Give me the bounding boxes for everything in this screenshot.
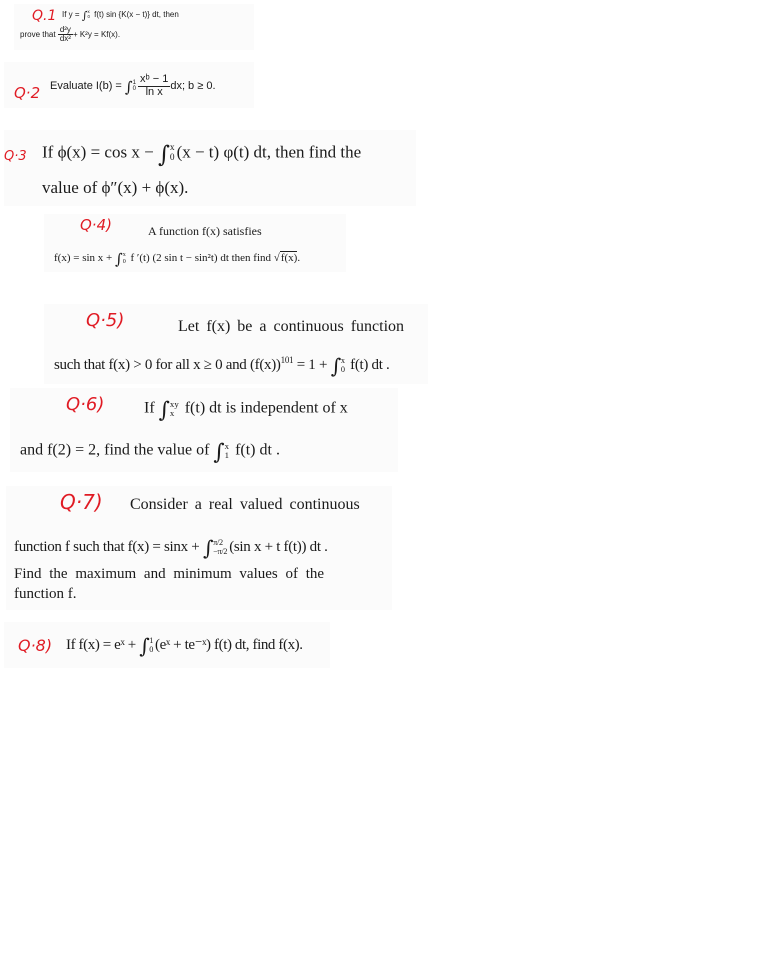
question-label: Q·4) [80,216,112,234]
question-text-line2: value of ϕ″(x) + ϕ(x). [42,178,189,197]
question-text-line2: prove that $\frac{\text{d²y}}{\text{dx²}}$ + K²y = Kf(x). [20,25,121,44]
integral-sign: ∫ [157,142,170,168]
question-label: Q·5) [86,310,125,331]
question-label: Q·2 [14,84,41,102]
question-6 [10,388,398,472]
question-5 [44,304,428,384]
question-text-line1: Let f(x) be a continuous function [178,318,405,335]
question-text-line3: Find the maximum and minimum values of the [14,566,325,582]
integral-sign: ∫ [213,440,225,465]
question-2 [4,62,254,108]
integral-sign: ∫ [124,77,133,96]
integral-sign: ∫ [202,536,214,560]
question-text-line2: function f such that f(x) = sinx + ∫ π/2 −π/2 (sin x + t f(t)) dt . [14,536,328,560]
question-text-line2: f(x) = sin x + ∫ x 0 f ′(t) (2 sin t − sin²t) dt then find √f(x). [54,250,301,268]
question-label: Q·3 [4,149,27,164]
question-text-line1: A function f(x) satisfies [148,224,262,238]
question-label: Q·8) [18,636,53,655]
fraction: $\frac{\text{xᵇ − 1}}{\text{ln x}}$ [140,73,169,98]
question-3 [4,130,416,206]
question-text-line1: Consider a real valued continuous [130,496,360,513]
question-text: If f(x) = eˣ + ∫ 1 0 (eˣ + te⁻ˣ) f(t) dt, find f(x). [66,634,303,658]
question-text-line1: If ϕ(x) = cos x − ∫ x 0 (x − t) φ(t) dt, then find the [42,142,362,168]
question-8 [4,622,330,668]
question-1 [14,4,254,50]
question-text-line1: If ∫ xy x f(t) dt is independent of x [144,398,348,423]
question-text-line1: If y = ∫ x 0 f(t) sin {K(x − t)} dt, then [62,9,179,22]
integral-sign: ∫ [158,398,170,423]
question-text: Evaluate I(b) = ∫ 1 0 $\frac{\text{xᵇ − 1}}{\text{ln x}}$ dx; b ≥ 0. [50,73,216,98]
integral-sign: ∫ [114,250,123,268]
question-label: Q.1 [32,8,57,24]
question-text-line4: function f. [14,586,77,602]
question-4 [44,214,346,272]
integral-sign: ∫ [81,9,88,22]
question-label: Q·7) [60,490,103,514]
integral-sign: ∫ [139,634,150,658]
question-text-line2: and f(2) = 2, find the value of ∫ x 1 f(t) dt . [20,440,280,465]
integral-sign: ∫ [330,354,341,378]
fraction: $\frac{\text{d²y}}{\text{dx²}}$ [59,25,71,44]
question-7 [6,486,392,610]
question-text-line2: such that f(x) > 0 for all x ≥ 0 and $(f(x))^{101} = 1$ + ∫ x 0 f(t) dt . [54,354,390,378]
question-label: Q·6) [66,394,105,415]
